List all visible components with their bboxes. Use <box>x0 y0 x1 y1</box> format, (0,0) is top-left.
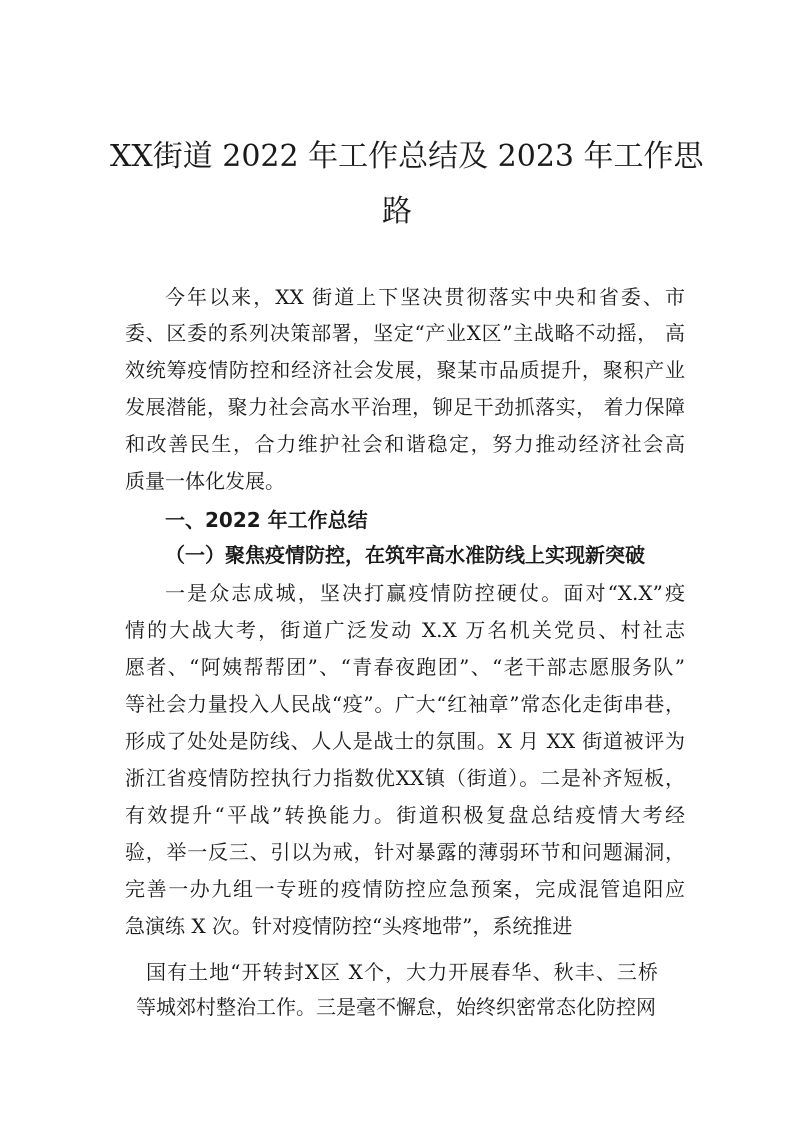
intro-paragraph-line: 效统筹疫情防控和经济社会发展，聚某市品质提升，聚积产业 <box>125 358 685 382</box>
body-paragraph-line: 愿者、“阿姨帮帮团”、“青春夜跑团”、“老干部志愿服务队” <box>125 655 685 679</box>
intro-paragraph-line: 今年以来，XX 街道上下坚决贯彻落实中央和省委、市 <box>165 285 685 309</box>
body-paragraph-line: 完善一办九组一专班的疫情防控应急预案，完成混管追阳应 <box>125 877 685 901</box>
body-paragraph-line: 急演练 X 次。针对疫情防控“头疼地带”，系统推进 <box>125 914 573 938</box>
intro-paragraph-line: 委、区委的系列决策部署，坚定“产业X区”主战略不动摇， 高 <box>125 321 685 345</box>
body-paragraph-line: 一是众志成城，坚决打赢疫情防控硬仗。面对“X.X”疫 <box>165 581 685 605</box>
body-paragraph-line: 形成了处处是防线、人人是战士的氛围。X 月 XX 街道被评为 <box>125 729 685 753</box>
document-title-line-1: XX街道 2022 年工作总结及 2023 年工作思 <box>110 139 704 174</box>
body-paragraph-line: 国有土地“开转封X区 X个，大力开展春华、秋丰、三桥 <box>146 960 658 984</box>
body-paragraph-line: 浙江省疫情防控执行力指数优XX镇（街道）。二是补齐短板， <box>125 766 685 790</box>
section-heading: 一、2022 年工作总结 <box>165 508 368 532</box>
body-paragraph-line: 等城郊村整治工作。三是毫不懈怠，始终织密常态化防控网 <box>136 995 656 1019</box>
subsection-heading: （一）聚焦疫情防控，在筑牢高水准防线上实现新突破 <box>165 543 645 567</box>
intro-paragraph-line: 和改善民生，合力维护社会和谐稳定，努力推动经济社会高 <box>125 432 685 456</box>
body-paragraph-line: 情的大战大考，街道广泛发动 X.X 万名机关党员、村社志 <box>125 618 685 642</box>
body-paragraph-line: 验，举一反三、引以为戒，针对暴露的薄弱环节和问题漏洞， <box>125 840 685 864</box>
intro-paragraph-line: 质量一体化发展。 <box>125 469 285 493</box>
body-paragraph-line: 有效提升“平战”转换能力。街道积极复盘总结疫情大考经 <box>125 803 685 827</box>
intro-paragraph-line: 发展潜能，聚力社会高水平治理，铆足干劲抓落实， 着力保障 <box>125 395 685 419</box>
document-title-line-2: 路 <box>382 194 412 229</box>
body-paragraph-line: 等社会力量投入人民战“疫”。广大“红袖章”常态化走街串巷， <box>125 692 685 716</box>
